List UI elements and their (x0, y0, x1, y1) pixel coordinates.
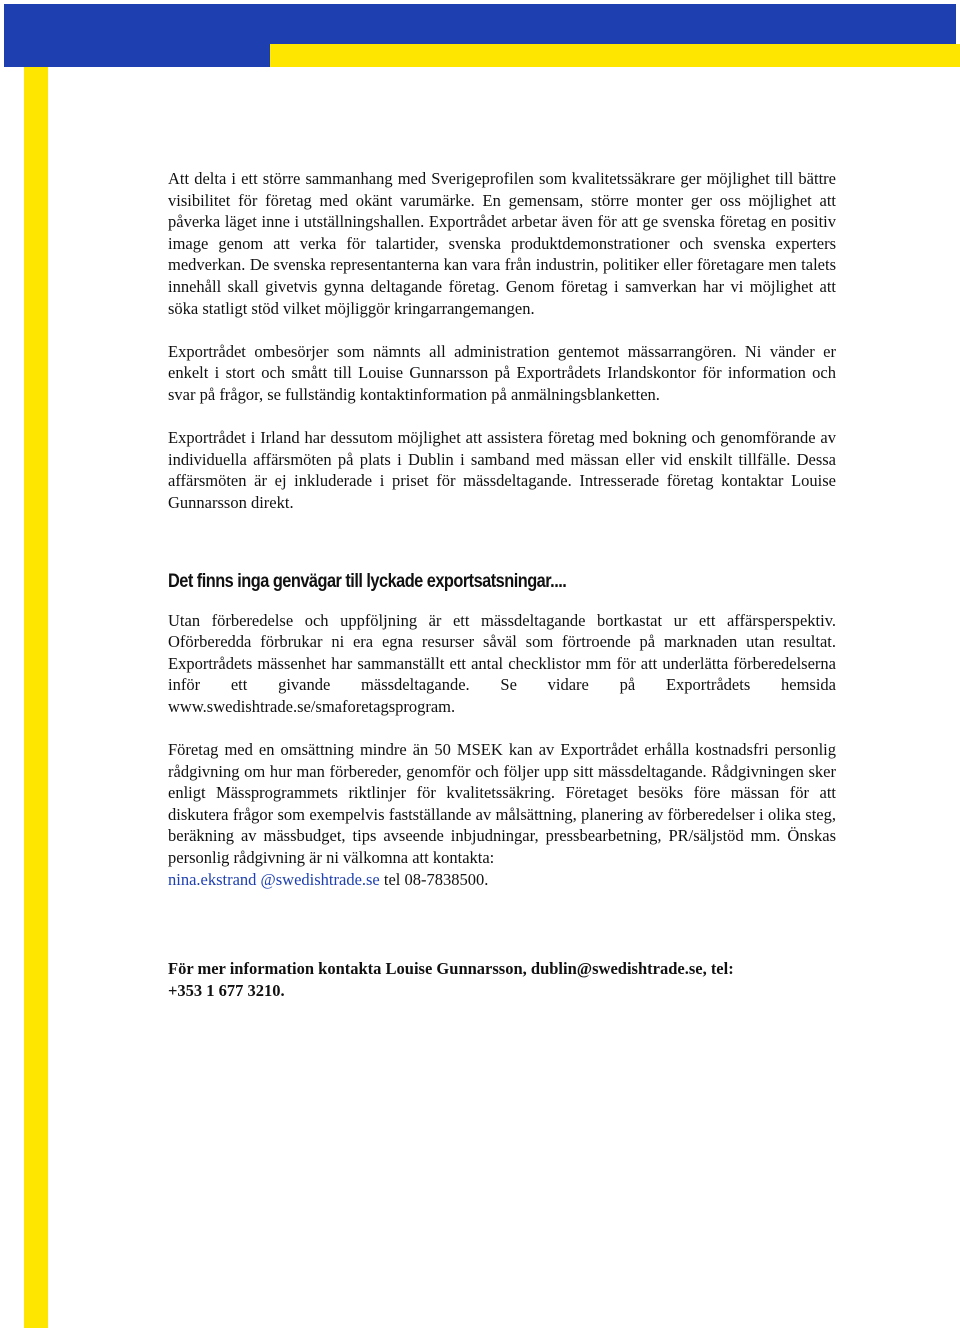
left-yellow-stripe (24, 67, 48, 1328)
radgivning-text: Företag med en omsättning mindre än 50 MSEK kan av Exportrådet erhålla kostnadsfri personlig rådgivning om hur man förbereder, genomför och följer upp sitt mässdeltagande. Rådgivningen sker enligt Mässprogrammets riktlinjer för kvalitetssäkring. Företaget besöks före mässan för att diskutera frågor som exempelvis fastställande av målsättning, planering av förberedelser i olika steg, beräkning av mässbudget, tips avseende inbjudningar, pressbearbetning, PR/säljstöd mm. Önskas personlig rådgivning är ni välkomna att kontakta: (168, 740, 836, 868)
paragraph-sverigeprofilen: Att delta i ett större sammanhang med Sverigeprofilen som kvalitetssäkrare ger möjlighet till bättre visibilitet för företag med okänt varumärke. En gemensam, större monter ger oss möjlighet att påverka läget inne i utställningshallen. Exportrådet arbetar även för att ge svenska företag en positiv image genom att verka för talartider, svenska produktdemonstrationer och svenska experters medverkan. De svenska representanterna kan vara från industrin, politiker eller företagare men talets innehåll skall givetvis gynna deltagande företag. Genom företag i samverkan har vi möjlighet att söka statligt stöd vilket möjliggör kringarrangemangen. (168, 169, 836, 318)
contact-info (168, 958, 836, 1001)
paragraph-affarsmoten: Exportrådet i Irland har dessutom möjlighet att assistera företag med bokning och genomförande av individuella affärsmöten på plats i Dublin i samband med mässan eller vid enskilt tillfälle. Dessa affärsmöten är ej inkluderade i priset för mässdeltagande. Intresserade företag kontaktar Louise Gunnarsson direkt. (168, 428, 836, 512)
header-yellow-stripe (270, 44, 960, 67)
paragraph-administration: Exportrådet ombesörjer som nämnts all administration gentemot mässarrangören. Ni vänder er enkelt i stort och smått till Louise Gunnarsson på Exportrådets Irlandskontor för information och svar på frågor, se fullständig kontaktinformation på anmälningsblanketten. (168, 341, 836, 404)
contact-line-1: För mer information kontakta Louise Gunnarsson, dublin@swedishtrade.se, tel: (168, 959, 734, 979)
paragraph-forberedelse: Utan förberedelse och uppföljning är ett mässdeltagande bortkastat ur ett affärsperspektiv. Oförberedda förbrukar ni era egna resurser såväl som förtroende på marknaden utan resultat. Exportrådets mässenhet har sammanställt ett antal checklistor mm för att underlätta förberedelserna inför ett givande mässdeltagande. Se vidare på Exportrådets hemsida www.swedishtrade.se/smaforetagsprogram. (168, 610, 836, 716)
section-heading: Det finns inga genvägar till lyckade exportsatsningar.... (168, 570, 567, 592)
email-link[interactable]: nina.ekstrand @swedishtrade.se (168, 869, 380, 889)
document-body (168, 168, 836, 1001)
phone-text: tel 08-7838500. (379, 869, 489, 889)
paragraph-radgivning (168, 739, 836, 890)
contact-line-2: +353 1 677 3210. (168, 980, 285, 1000)
